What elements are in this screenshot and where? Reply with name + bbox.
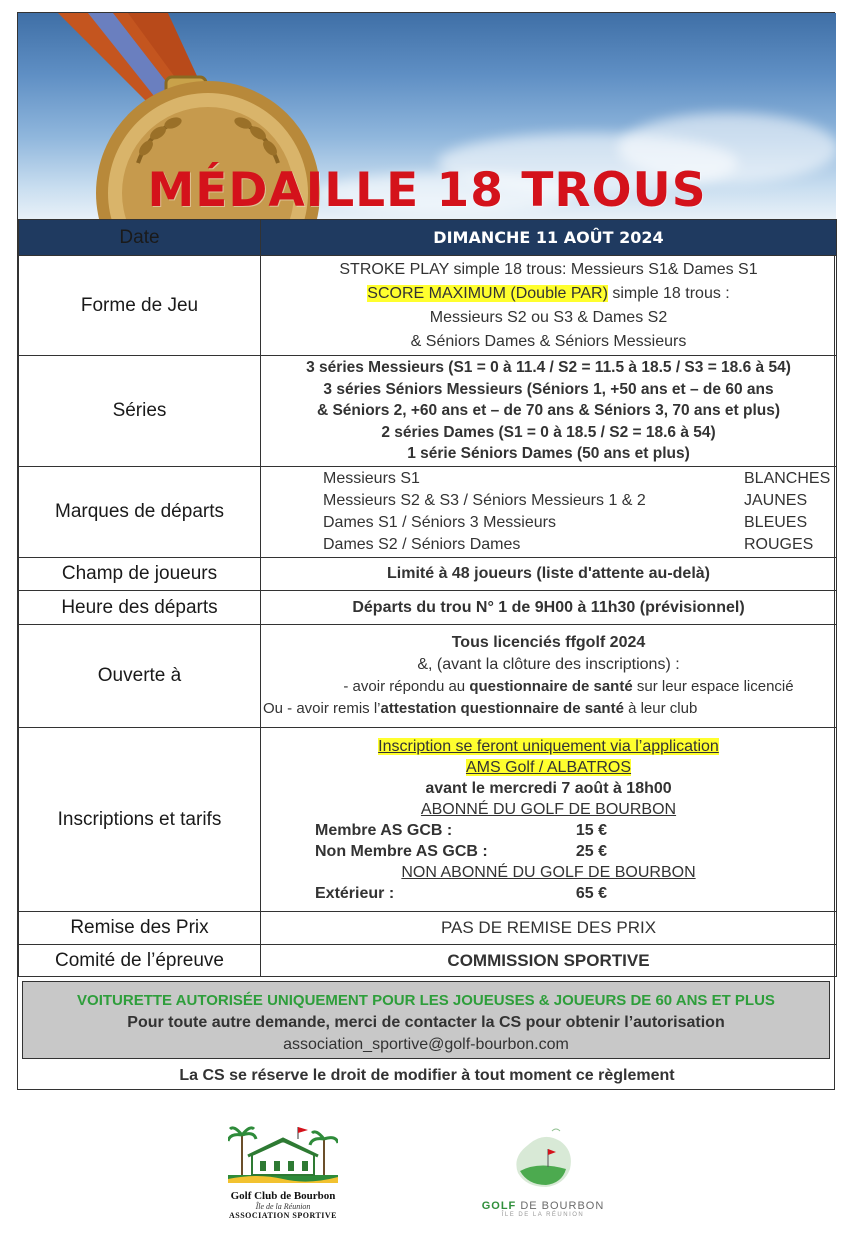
golf-name-b: DE BOURBON <box>516 1200 605 1212</box>
exterieur-label: Extérieur : <box>315 884 395 902</box>
ouverte-value <box>261 625 837 728</box>
remise-label: Remise des Prix <box>19 912 261 945</box>
date-value: DIMANCHE 11 AOÛT 2024 <box>261 220 837 256</box>
tees-grid <box>261 468 836 556</box>
series-value <box>261 356 837 467</box>
non-membre-label: Non Membre AS GCB : <box>315 842 488 860</box>
voiturette-notice <box>22 981 830 1059</box>
tee-color: BLANCHES <box>744 470 831 487</box>
forme-line-3: Messieurs S2 ou S3 & Dames S2 <box>429 308 668 326</box>
remise-value: PAS DE REMISE DES PRIX <box>261 912 837 945</box>
series-line: 3 séries Séniors Messieurs (Séniors 1, +50 ans et – de 60 ans <box>323 380 774 398</box>
text: à leur club <box>623 700 698 717</box>
non-abonne-title: NON ABONNÉ DU GOLF DE BOURBON <box>401 863 696 881</box>
text: sur leur espace licencié <box>632 678 794 695</box>
series-line: 1 série Séniors Dames (50 ans et plus) <box>407 445 690 463</box>
app-name: AMS Golf / ALBATROS <box>465 758 632 776</box>
voiturette-text: VOITURETTE AUTORISÉE UNIQUEMENT POUR LES JOUEUSES & JOUEURS DE 60 ANS ET PLUS <box>77 992 775 1009</box>
ouverte-line-3 <box>261 676 836 698</box>
ouverte-row <box>19 625 837 728</box>
demande-text: Pour toute autre demande, merci de contacter la CS pour obtenir l’autorisation <box>127 1014 725 1031</box>
inscriptions-row <box>19 728 837 912</box>
exterieur-price: 65 € <box>575 884 607 902</box>
champ-row <box>19 558 837 591</box>
text: questionnaire de santé <box>469 678 633 695</box>
tee-color: ROUGES <box>744 536 814 553</box>
club-assoc: ASSOCIATION SPORTIVE <box>228 1211 338 1220</box>
golf-name <box>478 1200 608 1212</box>
club-sub: Île de la Réunion <box>255 1202 311 1211</box>
ouverte-label: Ouverte à <box>19 625 261 728</box>
text: attestation questionnaire de santé <box>380 700 624 717</box>
inscription-deadline: avant le mercredi 7 août à 18h00 <box>425 779 672 797</box>
forme-line-1: STROKE PLAY simple 18 trous: Messieurs S1& Dames S1 <box>339 260 758 278</box>
ouverte-line-4 <box>261 698 836 720</box>
series-label: Séries <box>19 356 261 467</box>
tee-who: Messieurs S2 & S3 / Séniors Messieurs 1 & 2 <box>323 492 646 509</box>
clubhouse-icon <box>228 1125 338 1183</box>
abonne-title: ABONNÉ DU GOLF DE BOURBON <box>420 800 677 818</box>
golf-name-a: GOLF <box>481 1200 517 1212</box>
series-line: 2 séries Dames (S1 = 0 à 18.5 / S2 = 18.6 à 54) <box>381 423 716 441</box>
tarifs-non-abonne <box>261 883 836 904</box>
contact-email[interactable]: association_sportive@golf-bourbon.com <box>283 1036 569 1053</box>
comite-label: Comité de l’épreuve <box>19 945 261 977</box>
text: - avoir répondu au <box>343 678 470 695</box>
champ-value: Limité à 48 joueurs (liste d'attente au-delà) <box>261 558 837 591</box>
golf-sub: ÎLE DE LA RÉUNION <box>501 1212 585 1218</box>
inscription-line-2 <box>261 757 836 778</box>
golf-de-bourbon-logo <box>478 1125 608 1225</box>
club-name: Golf Club de Bourbon <box>230 1190 336 1202</box>
marques-row <box>19 467 837 558</box>
date-label: Date <box>19 220 261 256</box>
series-row <box>19 356 837 467</box>
text: Ou - avoir remis l’ <box>263 700 381 717</box>
reserve-clause: La CS se réserve le droit de modifier à tout moment ce règlement <box>179 1067 675 1084</box>
series-line: 3 séries Messieurs (S1 = 0 à 11.4 / S2 = 11.5 à 18.5 / S3 = 18.6 à 54) <box>306 359 791 377</box>
heure-value: Départs du trou N° 1 de 9H00 à 11h30 (prévisionnel) <box>261 591 837 625</box>
tee-who: Dames S1 / Séniors 3 Messieurs <box>323 514 556 531</box>
reunion-island-icon <box>508 1125 578 1191</box>
inscription-line-1 <box>261 736 836 757</box>
forme-label: Forme de Jeu <box>19 256 261 356</box>
comite-value: COMMISSION SPORTIVE <box>261 945 837 977</box>
forme-value <box>261 256 837 356</box>
tee-who: Messieurs S1 <box>323 470 420 487</box>
text: Inscription se feront uniquement via l’application <box>378 737 719 755</box>
forme-line-2 <box>261 282 836 306</box>
inscriptions-value <box>261 728 837 912</box>
date-row <box>19 220 837 256</box>
non-membre-price: 25 € <box>575 842 607 860</box>
ouverte-line-1: Tous licenciés ffgolf 2024 <box>451 634 646 651</box>
champ-label: Champ de joueurs <box>19 558 261 591</box>
marques-value <box>261 467 837 558</box>
forme-line-2-rest: simple 18 trous : <box>607 284 730 302</box>
banner <box>18 13 836 219</box>
golf-club-bourbon-logo <box>228 1125 338 1225</box>
info-table <box>18 219 837 977</box>
forme-line-4: & Séniors Dames & Séniors Messieurs <box>410 332 687 350</box>
tee-who: Dames S2 / Séniors Dames <box>323 536 521 553</box>
membre-price: 15 € <box>575 821 607 839</box>
ouverte-line-2: &, (avant la clôture des inscriptions) : <box>417 656 680 673</box>
comite-row <box>19 945 837 977</box>
heure-row <box>19 591 837 625</box>
marques-label: Marques de départs <box>19 467 261 558</box>
event-title: MÉDAILLE 18 TROUS <box>147 163 707 218</box>
remise-row <box>19 912 837 945</box>
series-line: & Séniors 2, +60 ans et – de 70 ans & Séniors 3, 70 ans et plus) <box>316 402 781 420</box>
tee-color: BLEUES <box>744 514 808 531</box>
membre-label: Membre AS GCB : <box>315 821 453 839</box>
forme-row <box>19 256 837 356</box>
score-max-highlight: SCORE MAXIMUM (Double PAR) <box>367 284 608 302</box>
tarifs-abonne <box>261 820 836 862</box>
heure-label: Heure des départs <box>19 591 261 625</box>
tee-color: JAUNES <box>744 492 808 509</box>
reglement-sheet <box>17 12 835 1090</box>
inscriptions-label: Inscriptions et tarifs <box>19 728 261 912</box>
